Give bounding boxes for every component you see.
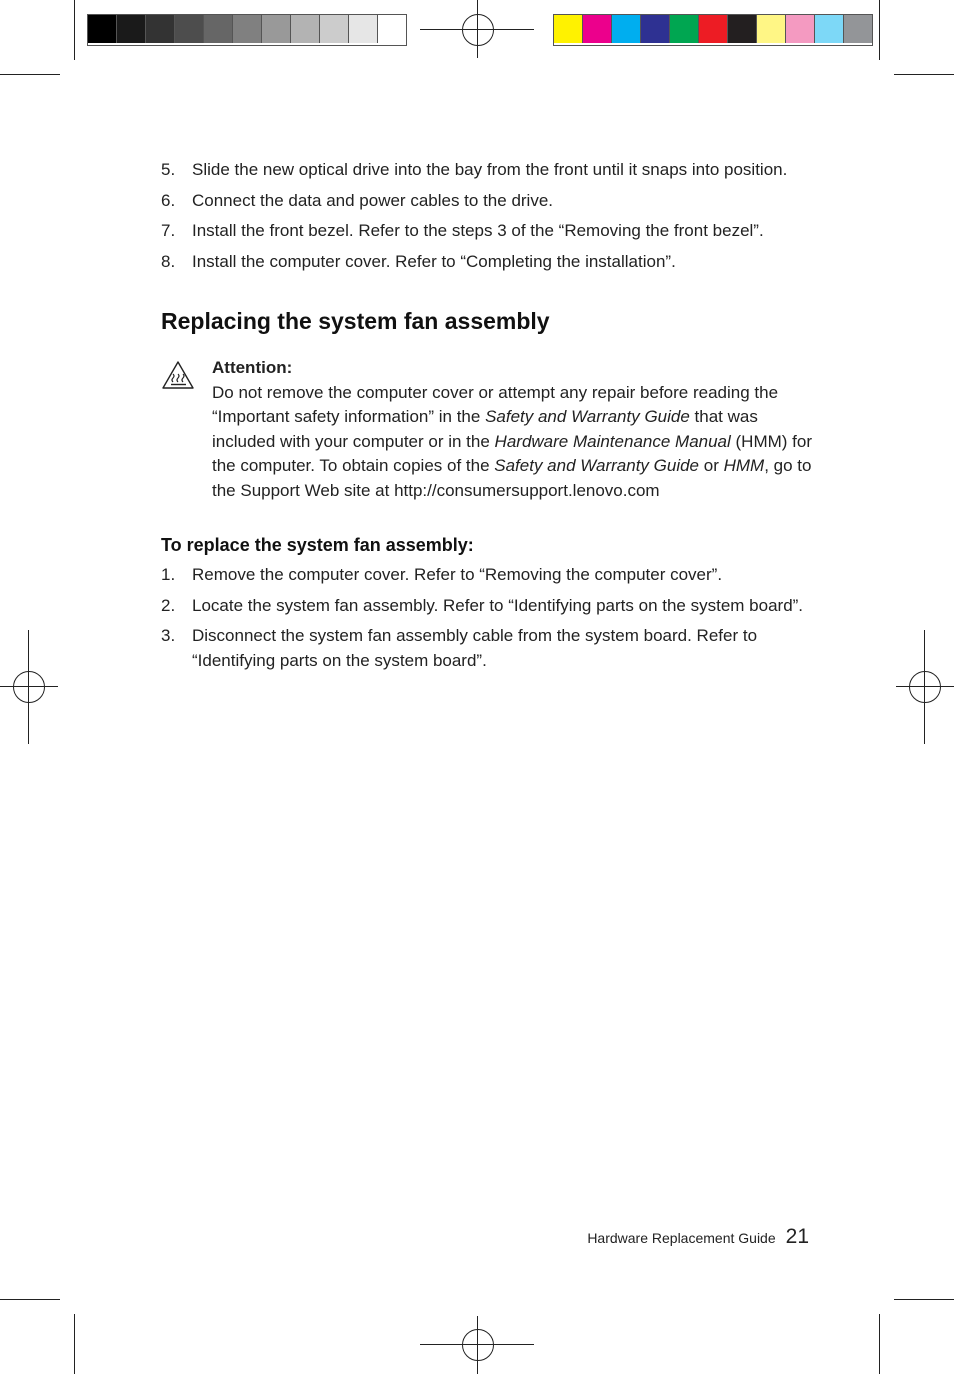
color-swatch [583,15,612,43]
safety-guide-reference: Safety and Warranty Guide [485,407,690,426]
list-item [161,624,821,673]
step-number: 3. [161,626,176,645]
step-number: 6. [161,190,176,210]
hmm-reference: HMM [723,456,765,475]
color-swatch [844,15,872,43]
step-text: Disconnect the system fan assembly cable from the system board. Refer to “Identifying parts on the system board”. [192,626,758,670]
color-swatch [786,15,815,43]
hardware-manual-reference: Hardware Maintenance Manual [494,431,731,451]
list-item [161,594,821,619]
step-text: Install the computer cover. Refer to “Completing the installation”. [192,251,676,271]
list-item [161,219,821,244]
page-content [161,158,821,679]
steps-list-bottom [161,563,821,673]
hot-surface-warning-icon [161,360,195,390]
attention-body: Do not remove the computer cover or attempt any repair before reading the “Important safety information” in the Safety and Warranty Guide that was included with your computer or in the Hardware Maintenance Manual (HMM) for the computer. To obtain copies of the Safety and Warranty Guide or HMM, go to the Support Web site at http://consumersupport.lenovo.com [212,382,813,500]
color-swatch-bar [553,14,873,46]
safety-guide-reference: Safety and Warranty Guide [494,456,700,475]
list-item [161,250,821,275]
step-number: 7. [161,221,176,240]
step-text: Slide the new optical drive into the bay from the front until it snaps into position. [192,160,788,179]
color-swatch [641,15,670,43]
procedure-title: To replace the system fan assembly: [161,535,474,555]
color-swatch [699,15,728,43]
step-number: 1. [161,565,176,584]
section-title: Replacing the system fan assembly [161,308,550,334]
color-swatch [757,15,786,43]
color-swatch [728,15,757,43]
step-text: Install the front bezel. Refer to the steps 3 of the “Removing the front bezel”. [192,221,764,240]
step-text: Remove the computer cover. Refer to “Removing the computer cover”. [192,565,723,584]
page-number: 21 [785,1225,809,1248]
color-swatch [291,15,320,43]
list-item [161,189,821,214]
step-number: 8. [161,251,176,271]
step-number: 2. [161,595,176,615]
grayscale-swatch-bar [87,14,407,46]
color-swatch [175,15,204,43]
color-swatch [88,15,117,43]
steps-list-top [161,158,821,274]
step-number: 5. [161,160,176,179]
attention-title: Attention: [212,358,293,377]
color-swatch [815,15,844,43]
step-text: Locate the system fan assembly. Refer to “Identifying parts on the system board”. [192,595,804,615]
color-swatch [262,15,291,43]
color-swatch [233,15,262,43]
step-text: Connect the data and power cables to the drive. [192,190,554,210]
color-swatch [378,15,406,43]
color-swatch [612,15,641,43]
attention-notice [161,356,821,503]
color-swatch [349,15,378,43]
color-swatch [320,15,349,43]
color-swatch [117,15,146,43]
color-swatch [670,15,699,43]
color-swatch [554,15,583,43]
guide-name: Hardware Replacement Guide [587,1230,776,1246]
list-item [161,158,821,183]
list-item [161,563,821,588]
color-swatch [146,15,175,43]
color-swatch [204,15,233,43]
page-footer [587,1225,809,1249]
